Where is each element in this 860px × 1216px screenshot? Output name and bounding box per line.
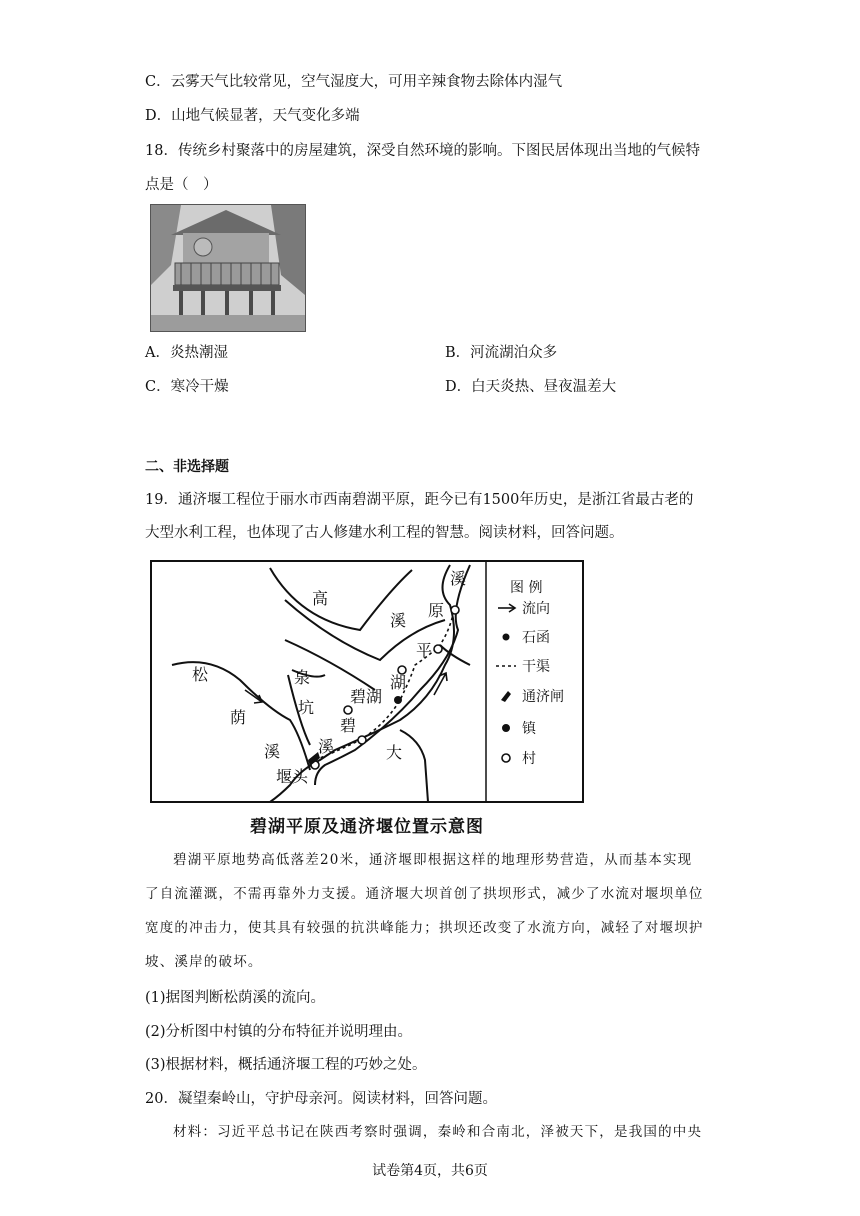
page-footer: 试卷第4页，共6页 <box>372 1163 488 1179</box>
legend-gate: 通济闸 <box>522 689 564 705</box>
legend-flow: 流向 <box>522 601 550 617</box>
label-song: 松 <box>192 665 209 684</box>
section-title: 二、非选择题 <box>145 459 229 475</box>
label-yantou: 堰头 <box>276 767 309 786</box>
legend-town: 镇 <box>522 721 536 737</box>
q19-stem-line2: 大型水利工程，也体现了古人修建水利工程的智慧。阅读材料，回答问题。 <box>145 525 624 541</box>
q20-material: 材料：习近平总书记在陕西考察时强调，秦岭和合南北，泽被天下，是我国的中央 <box>173 1124 703 1140</box>
label-bi: 碧 <box>340 716 357 735</box>
label-xi-mid: 溪 <box>390 611 407 630</box>
legend-stone: 石函 <box>522 630 550 646</box>
label-ping: 平 <box>416 641 433 660</box>
label-yin: 荫 <box>230 708 247 727</box>
label-xi-top: 溪 <box>450 569 467 588</box>
label-xi-lower: 溪 <box>318 737 335 756</box>
legend-village: 村 <box>522 751 536 767</box>
q19-stem-line1: 19．通济堰工程位于丽水市西南碧湖平原，距今已有1500年历史，是浙江省最古老的 <box>145 492 694 508</box>
label-bihu: 碧湖 <box>350 687 383 706</box>
q18-option-b: B．河流湖泊众多 <box>445 345 558 361</box>
material-line-3: 宽度的冲击力，使其具有较强的抗洪峰能力；拱坝还改变了水流方向，减轻了对堰坝护 <box>145 920 704 936</box>
label-yuan: 原 <box>428 601 445 620</box>
label-hu: 湖 <box>390 673 407 692</box>
q18-option-a: A．炎热潮湿 <box>145 345 228 361</box>
q18-option-c: C．寒冷干燥 <box>145 379 229 395</box>
q20-stem: 20．凝望秦岭山，守护母亲河。阅读材料，回答问题。 <box>145 1091 497 1107</box>
label-keng: 坑 <box>298 698 315 717</box>
map-caption: 碧湖平原及通济堰位置示意图 <box>250 817 484 837</box>
q19-sub3: (3)根据材料，概括通济堰工程的巧妙之处。 <box>145 1057 427 1073</box>
material-line-1: 碧湖平原地势高低落差20米，通济堰即根据这样的地理形势营造，从而基本实现 <box>173 852 693 868</box>
q19-sub2: (2)分析图中村镇的分布特征并说明理由。 <box>145 1024 413 1040</box>
label-da: 大 <box>386 743 403 762</box>
label-gao: 高 <box>312 589 329 608</box>
material-line-2: 了自流灌溉，不需再靠外力支援。通济堰大坝首创了拱坝形式，减少了水流对堰坝单位 <box>145 886 704 902</box>
q19-material <box>145 843 715 979</box>
q19-sub1: (1)据图判断松荫溪的流向。 <box>145 990 326 1006</box>
q17-option-d: D．山地气候显著，天气变化多端 <box>145 108 360 124</box>
q18-option-d: D．白天炎热、昼夜温差大 <box>445 379 617 395</box>
label-xi-left: 溪 <box>264 742 281 761</box>
stilt-house-photo <box>150 204 306 332</box>
legend-canal: 干渠 <box>522 659 550 675</box>
q18-stem-line1: 18．传统乡村聚落中的房屋建筑，深受自然环境的影响。下图民居体现出当地的气候特 <box>145 143 700 159</box>
legend-title: 图 例 <box>510 580 543 596</box>
label-quan: 泉 <box>294 668 311 687</box>
q18-stem-line2: 点是（ ） <box>145 177 218 193</box>
q17-option-c: C．云雾天气比较常见，空气湿度大，可用辛辣食物去除体内湿气 <box>145 74 563 90</box>
material-line-4: 坡、溪岸的破坏。 <box>145 954 263 970</box>
bihu-plain-map <box>150 560 584 840</box>
